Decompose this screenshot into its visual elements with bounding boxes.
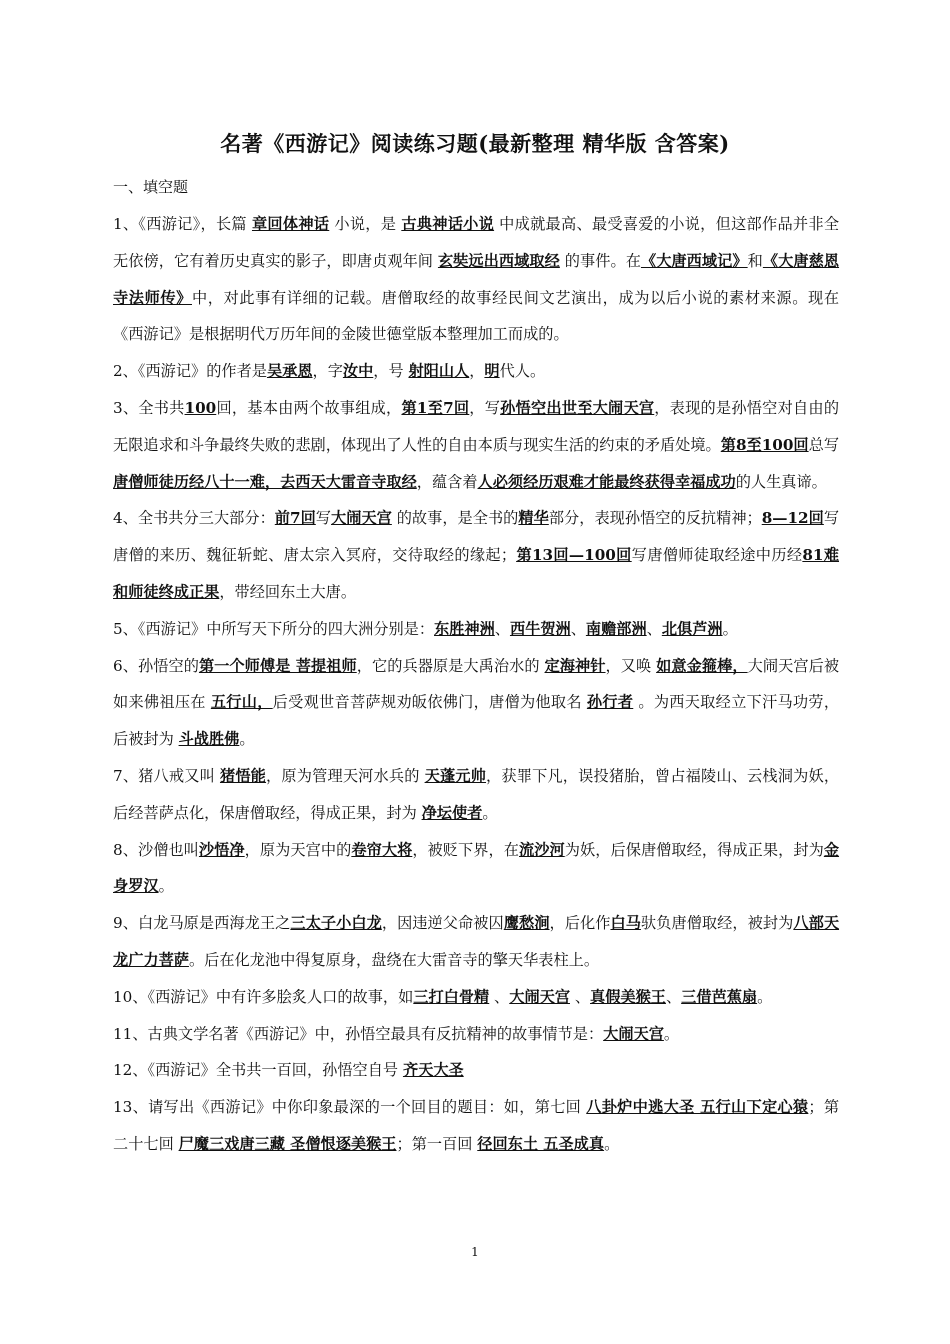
question-4: 4、全书共分三大部分：前7回写大闹天宫 的故事，是全书的精华部分，表现孙悟空的反抗精神；8—12回写唐僧的来历、魏征斩蛇、唐太宗入冥府，交待取经的缘起；第13回—100回写唐僧师徒取经途中历经81难和师徒终成正果，带经回东土大唐。 — [113, 509, 840, 601]
answer: 三打白骨精 — [413, 987, 490, 1006]
answer: 玄奘远出西域取经 — [437, 251, 560, 270]
answer: 古典神话小说 — [401, 215, 495, 233]
answer: 章回体神话 — [251, 215, 330, 233]
answer: 北俱芦洲 — [661, 619, 723, 638]
answer: 鹰愁涧 — [503, 914, 550, 933]
section-heading: 一、填空题 — [113, 178, 189, 196]
question-8: 8、沙僧也叫沙悟净，原为天宫中的卷帘大将，被贬下界，在流沙河为妖，后保唐僧取经，得成正果，封为金身罗汉。 — [113, 840, 840, 896]
answer: 明 — [484, 362, 500, 381]
answer: 八部天龙广力菩萨 — [113, 914, 840, 969]
question-1: 1、《西游记》，长篇 章回体神话 小说，是 古典神话小说 中成就最高、最受喜爱的小说，但这部作品并非全无依傍，它有着历史真实的影子，即唐贞观年间 玄奘远出西域取经 的事件。在《大唐西域记》和《大唐慈恩寺法师传》中，对此事有详细的记载。唐僧取经的故事经民间文艺演出，成为以后小说的素材来源。现在《西游记》是根据明代万历年间的金陵世德堂版本整理加工而成的。 — [113, 215, 840, 344]
answer: 斗战胜佛 — [178, 730, 240, 749]
answer: 孙行者 — [586, 693, 634, 712]
answer: 西牛贺洲 — [509, 619, 571, 638]
question-10: 10、《西游记》中有许多脍炙人口的故事，如三打白骨精 、大闹天宫 、真假美猴王、三借芭蕉扇。 — [113, 987, 773, 1006]
answer: 三太子小白龙 — [290, 914, 382, 933]
answer: 第1至7回 — [401, 398, 470, 417]
answer: 第13回—100回 — [516, 546, 632, 565]
answer: 81难和师徒终成正果 — [113, 546, 840, 601]
answer: 东胜神洲 — [434, 619, 495, 638]
question-12: 12、《西游记》全书共一百回，孙悟空自号 齐天大圣 — [113, 1061, 464, 1080]
page-number: 1 — [471, 1245, 479, 1259]
answer: 定海神针 — [544, 656, 606, 675]
answer: 100 — [184, 398, 217, 417]
answer: 大闹天宫 — [603, 1024, 664, 1043]
answer: 真假美猴王 — [590, 987, 666, 1006]
answer: 第一个师傅是 菩提祖师 — [198, 656, 357, 675]
answer: 径回东土 五圣成真 — [477, 1134, 605, 1153]
answer: 射阳山人 — [408, 362, 470, 381]
question-5: 5、《西游记》中所写天下所分的四大洲分别是：东胜神洲、西牛贺洲、南赡部洲、北俱芦洲。 — [113, 619, 738, 638]
answer: 流沙河 — [519, 840, 565, 859]
answer: 齐天大圣 — [402, 1061, 464, 1080]
question-9: 9、白龙马原是西海龙王之三太子小白龙，因违逆父命被囚鹰愁涧，后化作白马驮负唐僧取经，被封为八部天龙广力菩萨。后在化龙池中得复原身，盘绕在大雷音寺的擎天华表柱上。 — [113, 914, 840, 969]
question-6: 6、孙悟空的第一个师傅是 菩提祖师，它的兵器原是大禹治水的 定海神针，又唤 如意金箍棒，大闹天宫后被如来佛祖压在 五行山，后受观世音菩萨规劝皈依佛门，唐僧为他取名 孙行者 。为西天取经立下汗马功劳，后被封为 斗战胜佛。 — [113, 656, 840, 749]
answer: 吴承恩 — [266, 362, 313, 381]
answer: 汝中 — [342, 362, 374, 381]
question-7: 7、猪八戒又叫 猪悟能，原为管理天河水兵的 天蓬元帅，获罪下凡，误投猪胎，曾占福陵山、云栈洞为妖，后经菩萨点化，保唐僧取经，得成正果，封为 净坛使者。 — [113, 766, 840, 822]
answer: 卷帘大将 — [351, 840, 413, 859]
answer: 五行山， — [210, 693, 273, 712]
answer: 猪悟能 — [219, 766, 267, 785]
answer: 大闹天宫 — [509, 987, 570, 1006]
answer: 净坛使者 — [421, 803, 483, 822]
answer: 大闹天宫 — [331, 509, 392, 528]
answer: 尸魔三戏唐三藏 圣僧恨逐美猴王 — [178, 1134, 397, 1153]
answer: 前7回 — [274, 509, 316, 528]
question-list — [113, 206, 839, 1163]
answer: 《大唐慈恩寺法师传》 — [113, 251, 840, 307]
answer: 第8至100回 — [720, 435, 809, 454]
answer: 金身罗汉 — [113, 840, 840, 896]
answer: 沙悟净 — [198, 840, 245, 859]
question-3: 3、全书共100回，基本由两个故事组成，第1至7回，写孙悟空出世至大闹天宫，表现的是孙悟空对自由的无限追求和斗争最终失败的悲剧，体现出了人性的自由本质与现实生活的约束的矛盾处境。第8至100回总写唐僧师徒历经八十一难，去西天大雷音寺取经，蕴含着人必须经历艰难才能最终获得幸福成功的人生真谛。 — [113, 398, 840, 491]
question-2: 2、《西游记》的作者是吴承恩，字汝中，号 射阳山人，明代人。 — [113, 362, 546, 381]
answer: 8—12回 — [761, 509, 824, 528]
answer: 八卦炉中逃大圣 五行山下定心猿 — [586, 1098, 809, 1117]
answer: 精华 — [518, 509, 549, 528]
answer: 天蓬元帅 — [424, 766, 487, 785]
question-13: 13、请写出《西游记》中你印象最深的一个回目的题目：如，第七回 八卦炉中逃大圣 五行山下定心猿；第二十七回 尸魔三戏唐三藏 圣僧恨逐美猴王；第一百回 径回东土 五圣成真。 — [113, 1098, 840, 1153]
answer: 如意金箍棒， — [656, 656, 748, 675]
answer: 南赡部洲 — [585, 619, 647, 638]
answer: 孙悟空出世至大闹天宫 — [500, 398, 655, 417]
answer: 《大唐西域记》 — [640, 251, 748, 270]
answer: 三借芭蕉扇 — [681, 987, 758, 1006]
answer: 白马 — [610, 914, 641, 933]
answer: 人必须经历艰难才能最终获得幸福成功 — [477, 472, 736, 491]
page-title: 名著《西游记》阅读练习题(最新整理 精华版 含答案) — [220, 131, 730, 156]
question-11: 11、古典文学名著《西游记》中，孙悟空最具有反抗精神的故事情节是：大闹天宫。 — [113, 1024, 680, 1043]
answer: 唐僧师徒历经八十一难，去西天大雷音寺取经 — [113, 472, 417, 491]
